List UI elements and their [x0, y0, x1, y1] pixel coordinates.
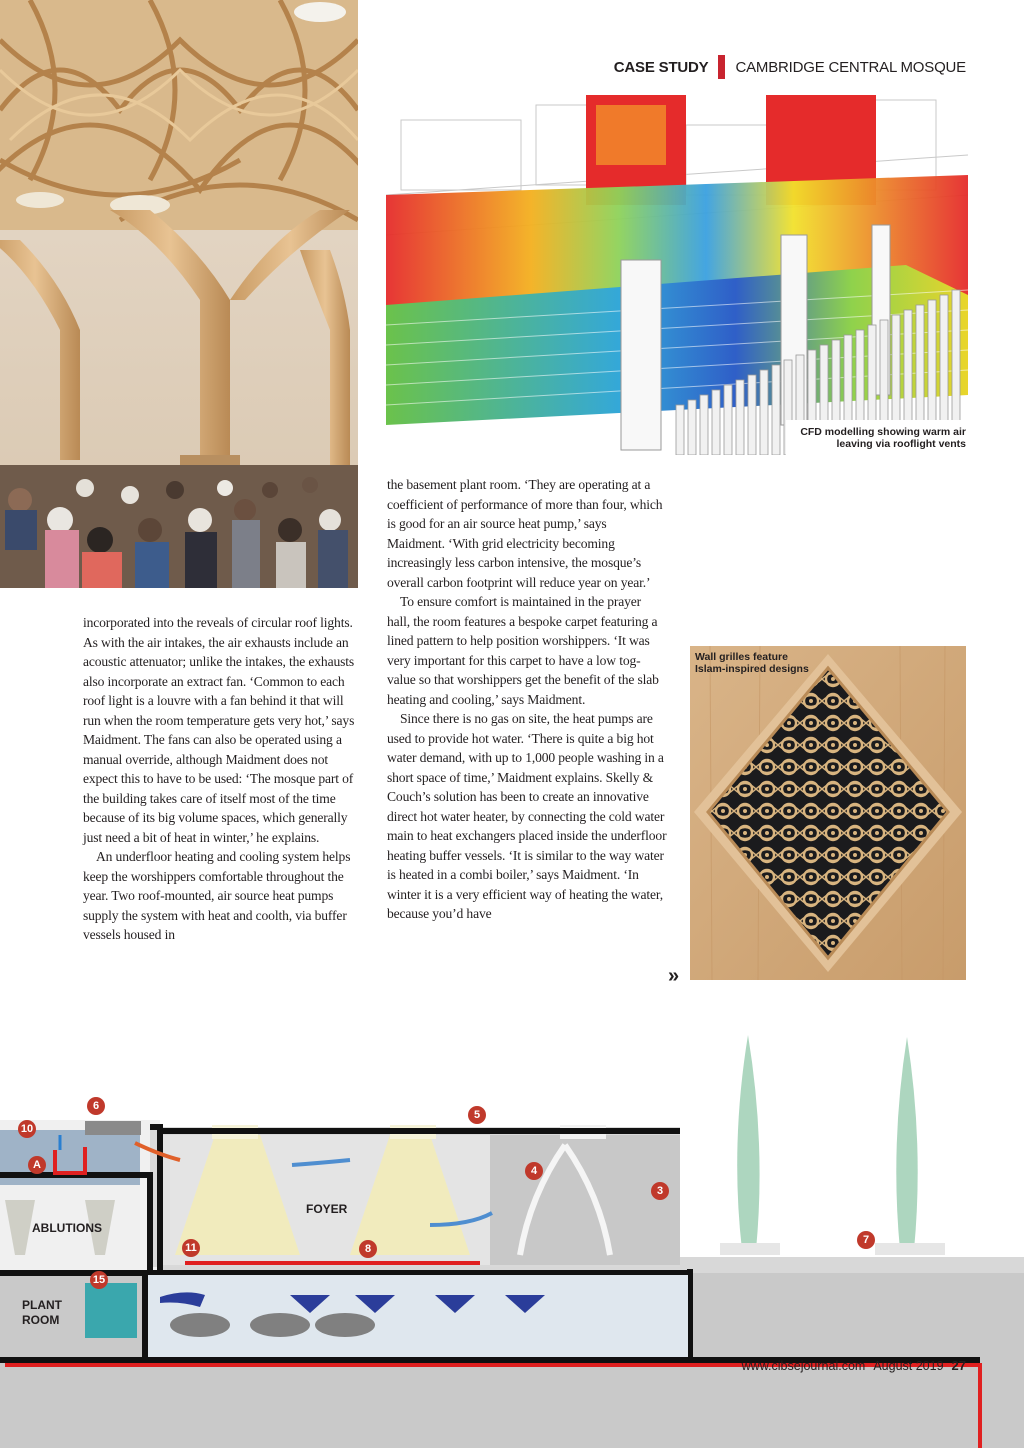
paragraph: Since there is no gas on site, the heat pumps are used to provide hot water. ‘There is quite a big hot water demand, with up to 1,000 people washing in a short space of time,’ Maidment explains. Skelly & Couch’s solution has been to create an innovative direct hot water heater, by connecting the cold water main to heat exchangers placed inside the underfloor heating buffer vessels. ‘It is similar to the way water is heated in a combi boiler,’ says Maidment. ‘In winter it is a very efficient way of heating the water, because you’d have: [387, 711, 667, 921]
label-plant-room-line: PLANT: [22, 1298, 62, 1312]
page-footer: [742, 1358, 966, 1373]
paragraph: incorporated into the reveals of circular roof lights. As with the air intakes, the air exhausts include an acoustic attenuator; unlike the intakes, the exhausts also incorporate an extract fan. ‘Common to each roof light is a louvre with a fan behind it that will run when the room temperature gets very hot,’ says Maidment. The fans can also be operated using a manual override, although Maidment does not expect this to have to be used: ‘The mosque part of the building takes care of itself most of the time because of its big volume spaces, which generally just need a bit of heat in winter,’ he explains.: [83, 615, 355, 845]
grille-caption: [695, 651, 865, 675]
header-divider: [718, 55, 725, 79]
paragraph: An underfloor heating and cooling system helps keep the worshippers comfortable throughout the year. Two roof-mounted, air source heat pumps supply the system with heat and coolth, via buffer vessels housed in: [83, 849, 351, 942]
footer-issue: August 2019: [873, 1359, 944, 1373]
badge-3: 3: [651, 1182, 669, 1200]
badge-4: 4: [525, 1162, 543, 1180]
label-plant-room: [22, 1298, 62, 1328]
label-plant-room-line: ROOM: [22, 1313, 60, 1327]
continue-arrow-icon: »: [668, 965, 680, 987]
badge-8: 8: [359, 1240, 377, 1258]
cfd-caption: [786, 426, 966, 450]
footer-url[interactable]: www.cibsejournal.com: [741, 1359, 866, 1373]
badge-10: 10: [18, 1120, 36, 1138]
badge-5: 5: [468, 1106, 486, 1124]
header-section: CASE STUDY: [613, 58, 709, 76]
building-section-diagram: [0, 1025, 1024, 1448]
label-foyer: FOYER: [306, 1202, 348, 1216]
paragraph: the basement plant room. ‘They are operating at a coefficient of performance of more than four, which is good for an air source heat pump,’ says Maidment. ‘With grid electricity becoming increasingly less carbon intensive, the mosque’s overall carbon footprint will reduce year on year.’: [387, 477, 663, 590]
grille-caption-line: Wall grilles feature: [695, 651, 788, 663]
badge-11: 11: [182, 1239, 200, 1257]
cfd-model-figure: [386, 95, 968, 455]
paragraph: To ensure comfort is maintained in the prayer hall, the room features a bespoke carpet featuring a lined pattern to help position worshippers. ‘It was very important for this carpet to have a low tog-value so that worshippers get the benefit of the slab heating and cooling,’ says Maidment.: [387, 594, 659, 707]
label-ablutions: ABLUTIONS: [32, 1221, 102, 1235]
wall-grille-photo: [690, 646, 966, 980]
grille-caption-line: Islam-inspired designs: [695, 663, 809, 675]
badge-7: 7: [857, 1231, 875, 1249]
cfd-caption-line: CFD modelling showing warm air: [800, 426, 966, 438]
page-number: 27: [951, 1358, 966, 1373]
header-title: CAMBRIDGE CENTRAL MOSQUE: [735, 58, 966, 76]
running-header: [614, 54, 966, 80]
badge-15: 15: [90, 1271, 108, 1289]
badge-6: 6: [87, 1097, 105, 1115]
mosque-interior-photo: [0, 0, 358, 588]
article-column-middle: [387, 475, 667, 924]
cfd-caption-line: leaving via rooflight vents: [836, 438, 966, 450]
badge-a: A: [28, 1156, 46, 1174]
article-column-left: [83, 613, 363, 945]
